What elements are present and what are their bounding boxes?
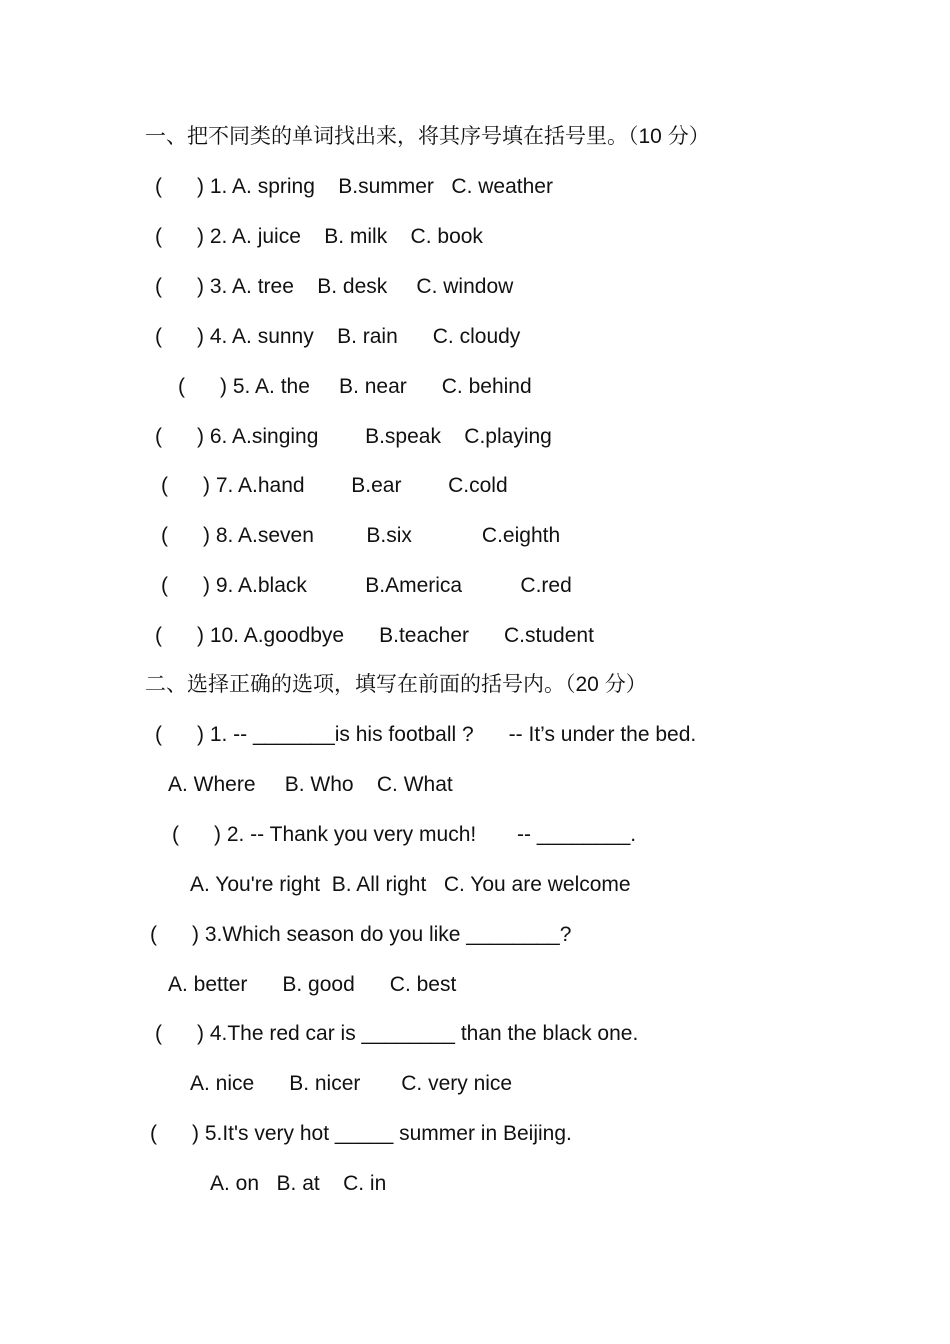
section1-item-8: ( ) 8. A.seven B.six C.eighth: [161, 524, 561, 547]
section2-question-1: ( ) 1. -- _______is his football ? -- It’s under the bed.: [155, 723, 697, 746]
section2-question-2-options: A. You're right B. All right C. You are welcome: [190, 873, 631, 896]
section2-heading: 二、选择正确的选项，填写在前面的括号内。（20 分）: [145, 673, 647, 696]
section1-item-6: ( ) 6. A.singing B.speak C.playing: [155, 425, 552, 448]
section2-question-4-options: A. nice B. nicer C. very nice: [190, 1072, 513, 1095]
section2-question-3-options: A. better B. good C. best: [168, 973, 457, 996]
section1-item-9: ( ) 9. A.black B.America C.red: [161, 574, 572, 597]
section2-question-4: ( ) 4.The red car is ________ than the black one.: [155, 1022, 639, 1045]
section2-question-3: ( ) 3.Which season do you like ________?: [150, 923, 572, 946]
section1-heading: 一、把不同类的单词找出来，将其序号填在括号里。（10 分）: [145, 125, 710, 148]
section1-item-3: ( ) 3. A. tree B. desk C. window: [155, 275, 514, 298]
section1-item-1: ( ) 1. A. spring B.summer C. weather: [155, 175, 553, 198]
section1-item-10: ( ) 10. A.goodbye B.teacher C.student: [155, 624, 594, 647]
section1-item-5: ( ) 5. A. the B. near C. behind: [178, 375, 532, 398]
section1-item-4: ( ) 4. A. sunny B. rain C. cloudy: [155, 325, 521, 348]
section1-item-7: ( ) 7. A.hand B.ear C.cold: [161, 474, 508, 497]
section2-question-2: ( ) 2. -- Thank you very much! -- ________.: [172, 823, 637, 846]
section1-item-2: ( ) 2. A. juice B. milk C. book: [155, 225, 483, 248]
section2-question-5-options: A. on B. at C. in: [210, 1172, 387, 1195]
section2-question-5: ( ) 5.It's very hot _____ summer in Beijing.: [150, 1122, 572, 1145]
section2-question-1-options: A. Where B. Who C. What: [168, 773, 453, 796]
